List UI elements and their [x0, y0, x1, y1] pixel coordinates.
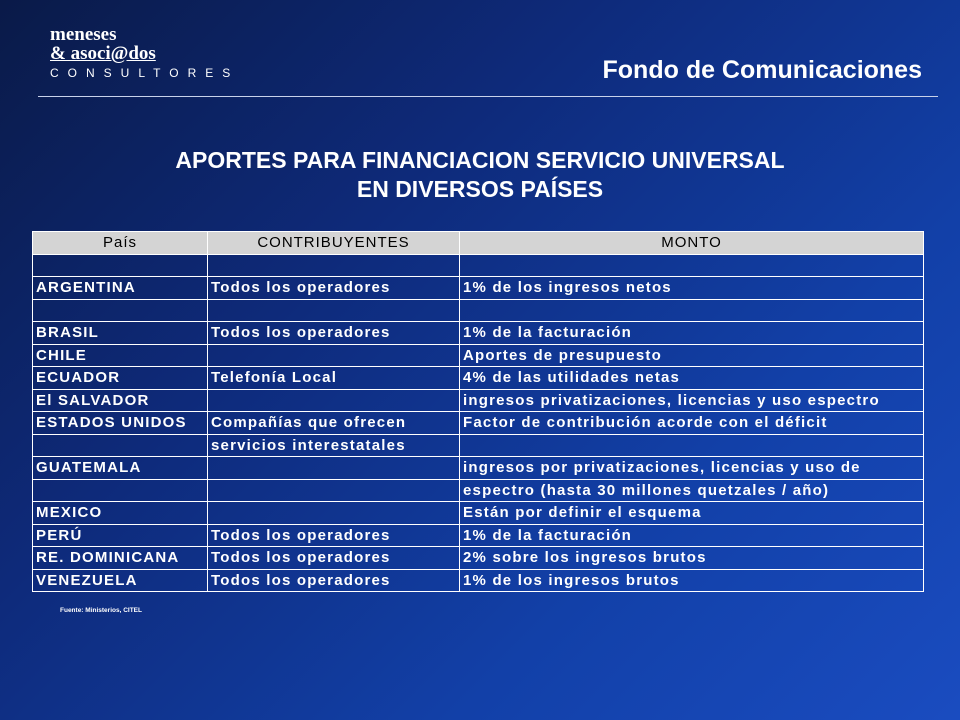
table-cell [33, 479, 208, 502]
cell-amount: Aportes de presupuesto [460, 344, 924, 367]
cell-contributors [208, 389, 460, 412]
table-cell [460, 299, 924, 322]
table-cell [208, 479, 460, 502]
table-cell [33, 434, 208, 457]
table-cell [208, 299, 460, 322]
table-row [33, 457, 924, 480]
cell-amount: 1% de los ingresos netos [460, 277, 924, 300]
page-title-line-2: EN DIVERSOS PAÍSES [356, 176, 604, 202]
cell-country: El SALVADOR [33, 389, 208, 412]
cell-amount: 4% de las utilidades netas [460, 367, 924, 390]
table-row [33, 367, 924, 390]
table-row [33, 502, 924, 525]
cell-country: ARGENTINA [33, 277, 208, 300]
cell-contributors [208, 344, 460, 367]
table-cell [33, 299, 208, 322]
cell-contributors-cont: servicios interestatales [208, 434, 460, 457]
cell-amount: Factor de contribución acorde con el déficit [460, 412, 924, 435]
page-title [0, 146, 960, 204]
table-row-empty [33, 299, 924, 322]
table-row [33, 389, 924, 412]
table-header-row [33, 232, 924, 255]
page-title-line-1: APORTES PARA FINANCIACION SERVICIO UNIVERSAL [175, 147, 785, 173]
source-note: Fuente: Ministerios, CITEL [60, 607, 142, 614]
logo-line-2: & asoci@dos [50, 43, 156, 64]
cell-country: RE. DOMINICANA [33, 547, 208, 570]
logo-line-1: meneses [50, 24, 117, 45]
cell-contributors: Todos los operadores [208, 322, 460, 345]
header-amount: MONTO [460, 232, 924, 255]
cell-amount: ingresos por privatizaciones, licencias y uso de [460, 457, 924, 480]
table-row-continuation [33, 434, 924, 457]
logo-line-3: CONSULTORES [50, 66, 240, 80]
cell-amount: ingresos privatizaciones, licencias y uso espectro [460, 389, 924, 412]
table-row [33, 277, 924, 300]
table-row [33, 322, 924, 345]
cell-country: VENEZUELA [33, 569, 208, 592]
table-row [33, 412, 924, 435]
cell-contributors [208, 457, 460, 480]
table-cell [208, 254, 460, 277]
table-row [33, 547, 924, 570]
cell-country: CHILE [33, 344, 208, 367]
cell-amount: 2% sobre los ingresos brutos [460, 547, 924, 570]
cell-country: ECUADOR [33, 367, 208, 390]
table-cell [33, 254, 208, 277]
cell-contributors: Compañías que ofrecen [208, 412, 460, 435]
header-title: Fondo de Comunicaciones [602, 56, 922, 84]
header-divider [38, 96, 938, 97]
table-row [33, 524, 924, 547]
cell-country: BRASIL [33, 322, 208, 345]
cell-contributors [208, 502, 460, 525]
table-cell [460, 434, 924, 457]
contributions-table [32, 231, 924, 592]
header-country: País [33, 232, 208, 255]
cell-amount: 1% de la facturación [460, 322, 924, 345]
cell-amount: Están por definir el esquema [460, 502, 924, 525]
cell-amount: 1% de los ingresos brutos [460, 569, 924, 592]
header-contributors: CONTRIBUYENTES [208, 232, 460, 255]
cell-amount-cont: espectro (hasta 30 millones quetzales / año) [460, 479, 924, 502]
cell-contributors: Todos los operadores [208, 277, 460, 300]
cell-country: GUATEMALA [33, 457, 208, 480]
table-row [33, 344, 924, 367]
cell-contributors: Todos los operadores [208, 524, 460, 547]
cell-contributors: Telefonía Local [208, 367, 460, 390]
company-logo [50, 26, 239, 80]
cell-country: PERÚ [33, 524, 208, 547]
table-row-continuation [33, 479, 924, 502]
cell-amount: 1% de la facturación [460, 524, 924, 547]
cell-country: MEXICO [33, 502, 208, 525]
cell-contributors: Todos los operadores [208, 569, 460, 592]
cell-country: ESTADOS UNIDOS [33, 412, 208, 435]
table-row-empty [33, 254, 924, 277]
table-row [33, 569, 924, 592]
table-cell [460, 254, 924, 277]
cell-contributors: Todos los operadores [208, 547, 460, 570]
